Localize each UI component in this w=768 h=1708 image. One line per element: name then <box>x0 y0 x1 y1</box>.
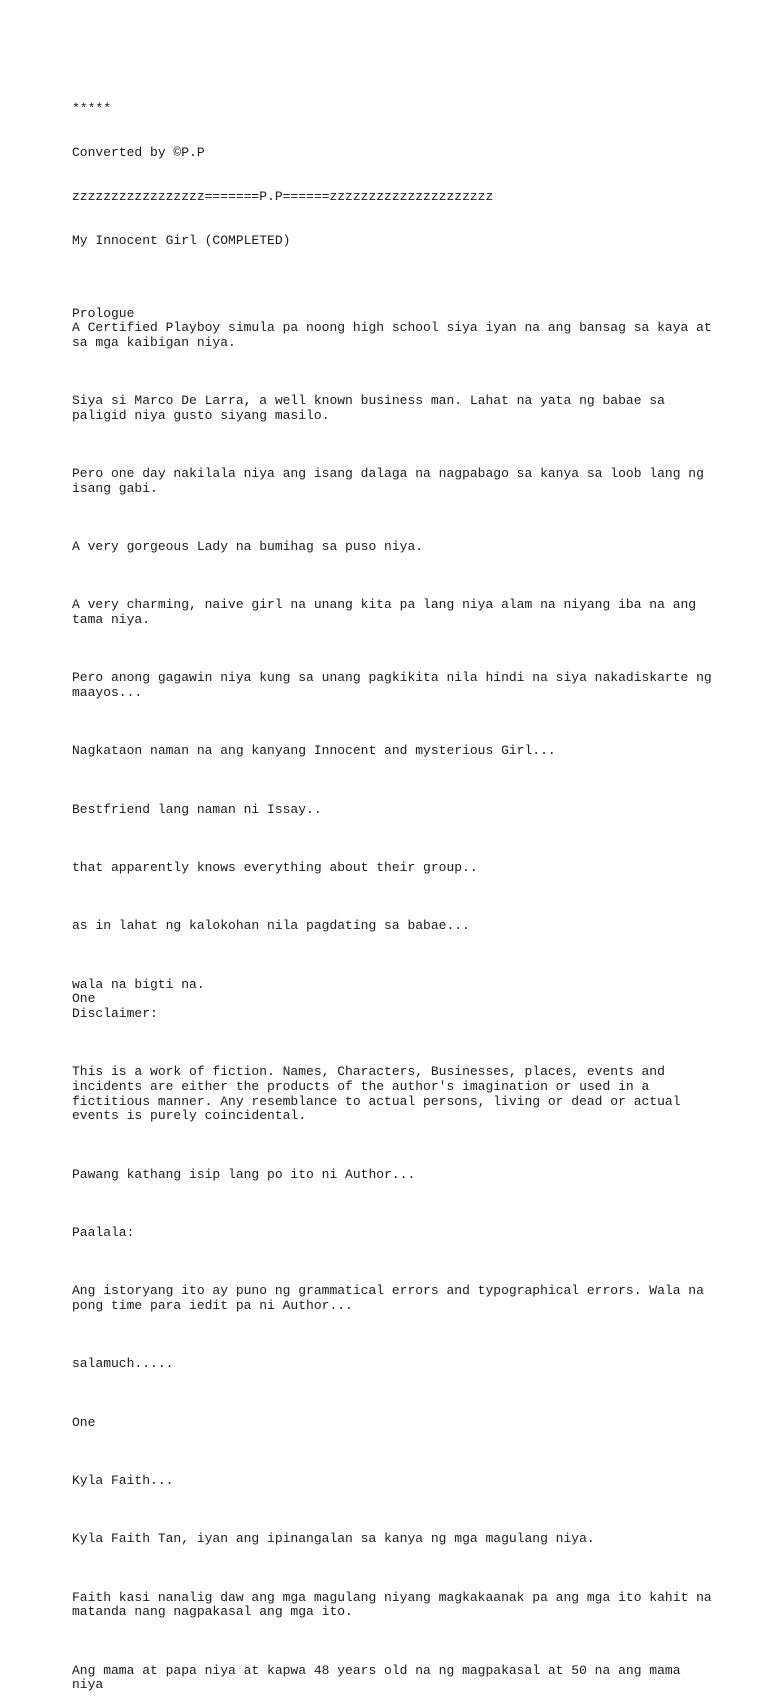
chapter-heading: One <box>72 1414 96 1430</box>
document-page <box>72 73 712 1708</box>
paragraph: Pero anong gagawin niya kung sa unang pagkikita nila hindi na siya nakadiskarte ng maayos... <box>72 670 712 700</box>
paragraph: A very gorgeous Lady na bumihag sa puso niya. <box>72 539 424 554</box>
paragraph: Siya si Marco De Larra, a well known business man. Lahat na yata ng babae sa paligid niya gusto siyang masilo. <box>72 393 665 423</box>
paragraph: Kyla Faith Tan, iyan ang ipinangalan sa kanya ng mga magulang niya. <box>72 1531 595 1547</box>
separator-line: zzzzzzzzzzzzzzzzz=======P.P======zzzzzzzzzzzzzzzzzzzzz <box>72 188 494 204</box>
paragraph: Nagkataon naman na ang kanyang Innocent and mysterious Girl... <box>72 743 556 759</box>
paragraph: Pawang kathang isip lang po ito ni Author... <box>72 1166 416 1182</box>
document-title: My Innocent Girl (COMPLETED) <box>72 232 291 248</box>
paragraph: that apparently knows everything about their group.. <box>72 860 478 876</box>
paragraph-prologue: Prologue A Certified Playboy simula pa noong high school siya iyan na ang bansag sa kaya at sa mga kaibigan niya. <box>72 305 712 350</box>
paragraph: Ang istoryang ito ay puno ng grammatical errors and typographical errors. Wala na pong time para iedit pa ni Author... <box>72 1283 704 1313</box>
header-stars: ***** <box>72 101 112 117</box>
paragraph: Kyla Faith... <box>72 1473 174 1488</box>
paragraph-disclaimer-heading: wala na bigti na. One Disclaimer: <box>72 976 205 1021</box>
paragraph: Bestfriend lang naman ni Issay.. <box>72 801 322 817</box>
paragraph: Faith kasi nanalig daw ang mga magulang niyang magkakaanak pa ang mga ito kahit na matanda nang nagpakasal ang mga ito. <box>72 1589 712 1620</box>
paragraph-disclaimer: This is a work of fiction. Names, Characters, Businesses, places, events and incidents are either the products of the author's imagination or used in a fictitious manner. Any resemblance to actual persons, living or dead or actual events is purely coincidental. <box>72 1064 681 1124</box>
paragraph: salamuch..... <box>72 1356 174 1372</box>
paragraph-reminder-heading: Paalala: <box>72 1224 135 1240</box>
paragraph: Ang mama at papa niya at kapwa 48 years old na ng magpakasal at 50 na ang mama niya <box>72 1662 689 1693</box>
paragraph: Pero one day nakilala niya ang isang dalaga na nagpabago sa kanya sa loob lang ng isang gabi. <box>72 466 704 496</box>
converted-by-line: Converted by ©P.P <box>72 144 205 160</box>
paragraph: A very charming, naive girl na unang kita pa lang niya alam na niyang iba na ang tama niya. <box>72 597 697 627</box>
paragraph: as in lahat ng kalokohan nila pagdating sa babae... <box>72 918 470 934</box>
